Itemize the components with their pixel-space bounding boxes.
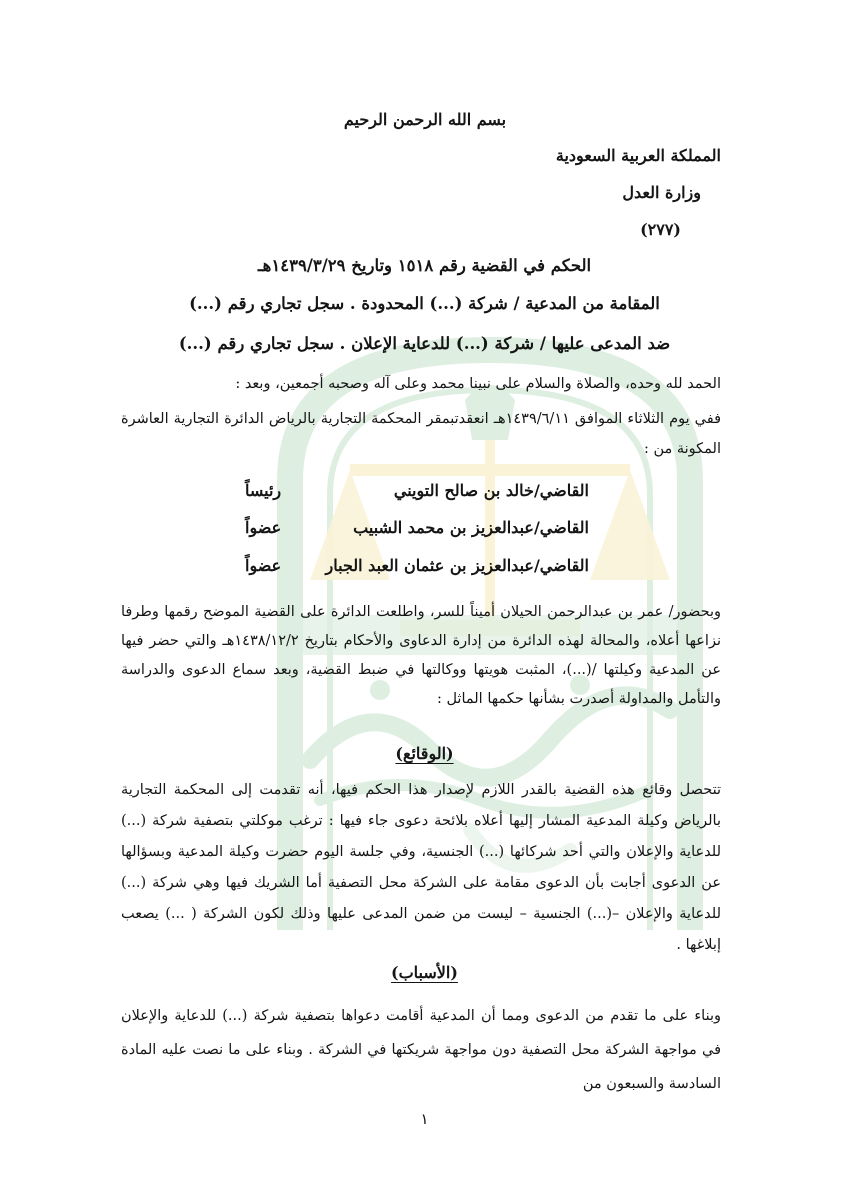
judgment-heading: الحكم في القضية رقم ١٥١٨ وتاريخ ١٤٣٩/٣/٢٩هـ — [257, 256, 592, 275]
judge-name: القاضي/عبدالعزيز بن محمد الشبيب — [353, 518, 589, 537]
judge-role: رئيساً — [245, 481, 282, 500]
judge-role: عضواً — [245, 518, 282, 537]
reasons-paragraph: وبناء على ما تقدم من الدعوى ومما أن المدعية أقامت دعواها بتصفية شركة (...) للدعاية والإعلان في مواجهة الشركة محل التصفية دون مواجهة شريكتها في الشركة . وبناء على ما نصت عليه المادة السادسة والسبعون من — [121, 1008, 721, 1092]
reasons-title-text: (الأسباب) — [391, 963, 458, 982]
facts-title — [0, 744, 849, 763]
facts-title-text: (الوقائع) — [395, 744, 454, 763]
page-number: ١ — [420, 1110, 429, 1128]
document-number: (٢٧٧) — [640, 220, 681, 239]
kingdom-name: المملكة العربية السعودية — [555, 146, 721, 165]
plaintiff-heading: المقامة من المدعية / شركة (...) المحدودة . سجل تجاري رقم (...) — [189, 294, 660, 313]
ministry-name: وزارة العدل — [622, 183, 701, 202]
session-intro: ففي يوم الثلاثاء الموافق ١٤٣٩/٦/١١هـ انعقدتبمقر المحكمة التجارية بالرياض الدائرة التجارية العاشرة المكونة من : — [121, 411, 721, 457]
basmala: بسم الله الرحمن الرحيم — [343, 110, 507, 129]
opening-praise: الحمد لله وحده، والصلاة والسلام على نبينا محمد وعلى آله وصحبه أجمعين، وبعد : — [235, 376, 721, 392]
judge-name: القاضي/عبدالعزيز بن عثمان العبد الجبار — [325, 556, 589, 575]
judge-role: عضواً — [245, 556, 282, 575]
judge-name: القاضي/خالد بن صالح التويني — [393, 481, 589, 500]
facts-paragraph: تتحصل وقائع هذه القضية بالقدر اللازم لإصدار هذا الحكم فيها، أنه تقدمت إلى المحكمة التجارية بالرياض وكيلة المدعية المشار إليها أعلاه بلائحة دعوى جاء فيها : ترغب موكلتي بتصفية شركة (...) للدعاية والإعلان والتي أحد شركائها (...) الجنسية، وفي جلسة اليوم حضرت وكيلة المدعية وبسؤالها عن الدعوى أجابت بأن الدعوى مقامة على الشركة محل التصفية أما الشريك فيها وهي شركة (...) للدعاية والإعلان –(...) الجنسية – ليست من ضمن المدعى عليها وذلك لكون الشركة ( ...) يصعب إبلاغها . — [121, 782, 721, 953]
attendance-paragraph: وبحضور/ عمر بن عبدالرحمن الحيلان أميناً للسر، واطلعت الدائرة على القضية الموضح رقمها وطرفا نزاعها أعلاه، والمحالة لهذه الدائرة من إدارة الدعاوى والأحكام بتاريخ ١٤٣٨/١٢/٢هـ والتي حضر فيها عن المدعية وكيلتها /(...)، المثبت هويتها ووكالتها في ضبط القضية، وبعد سماع الدعوى والدراسة والتأمل والمداولة أصدرت بشأنها حكمها الماثل : — [121, 604, 721, 707]
defendant-heading: ضد المدعى عليها / شركة (...) للدعاية الإعلان . سجل تجاري رقم (...) — [178, 334, 671, 353]
reasons-title — [0, 963, 849, 982]
